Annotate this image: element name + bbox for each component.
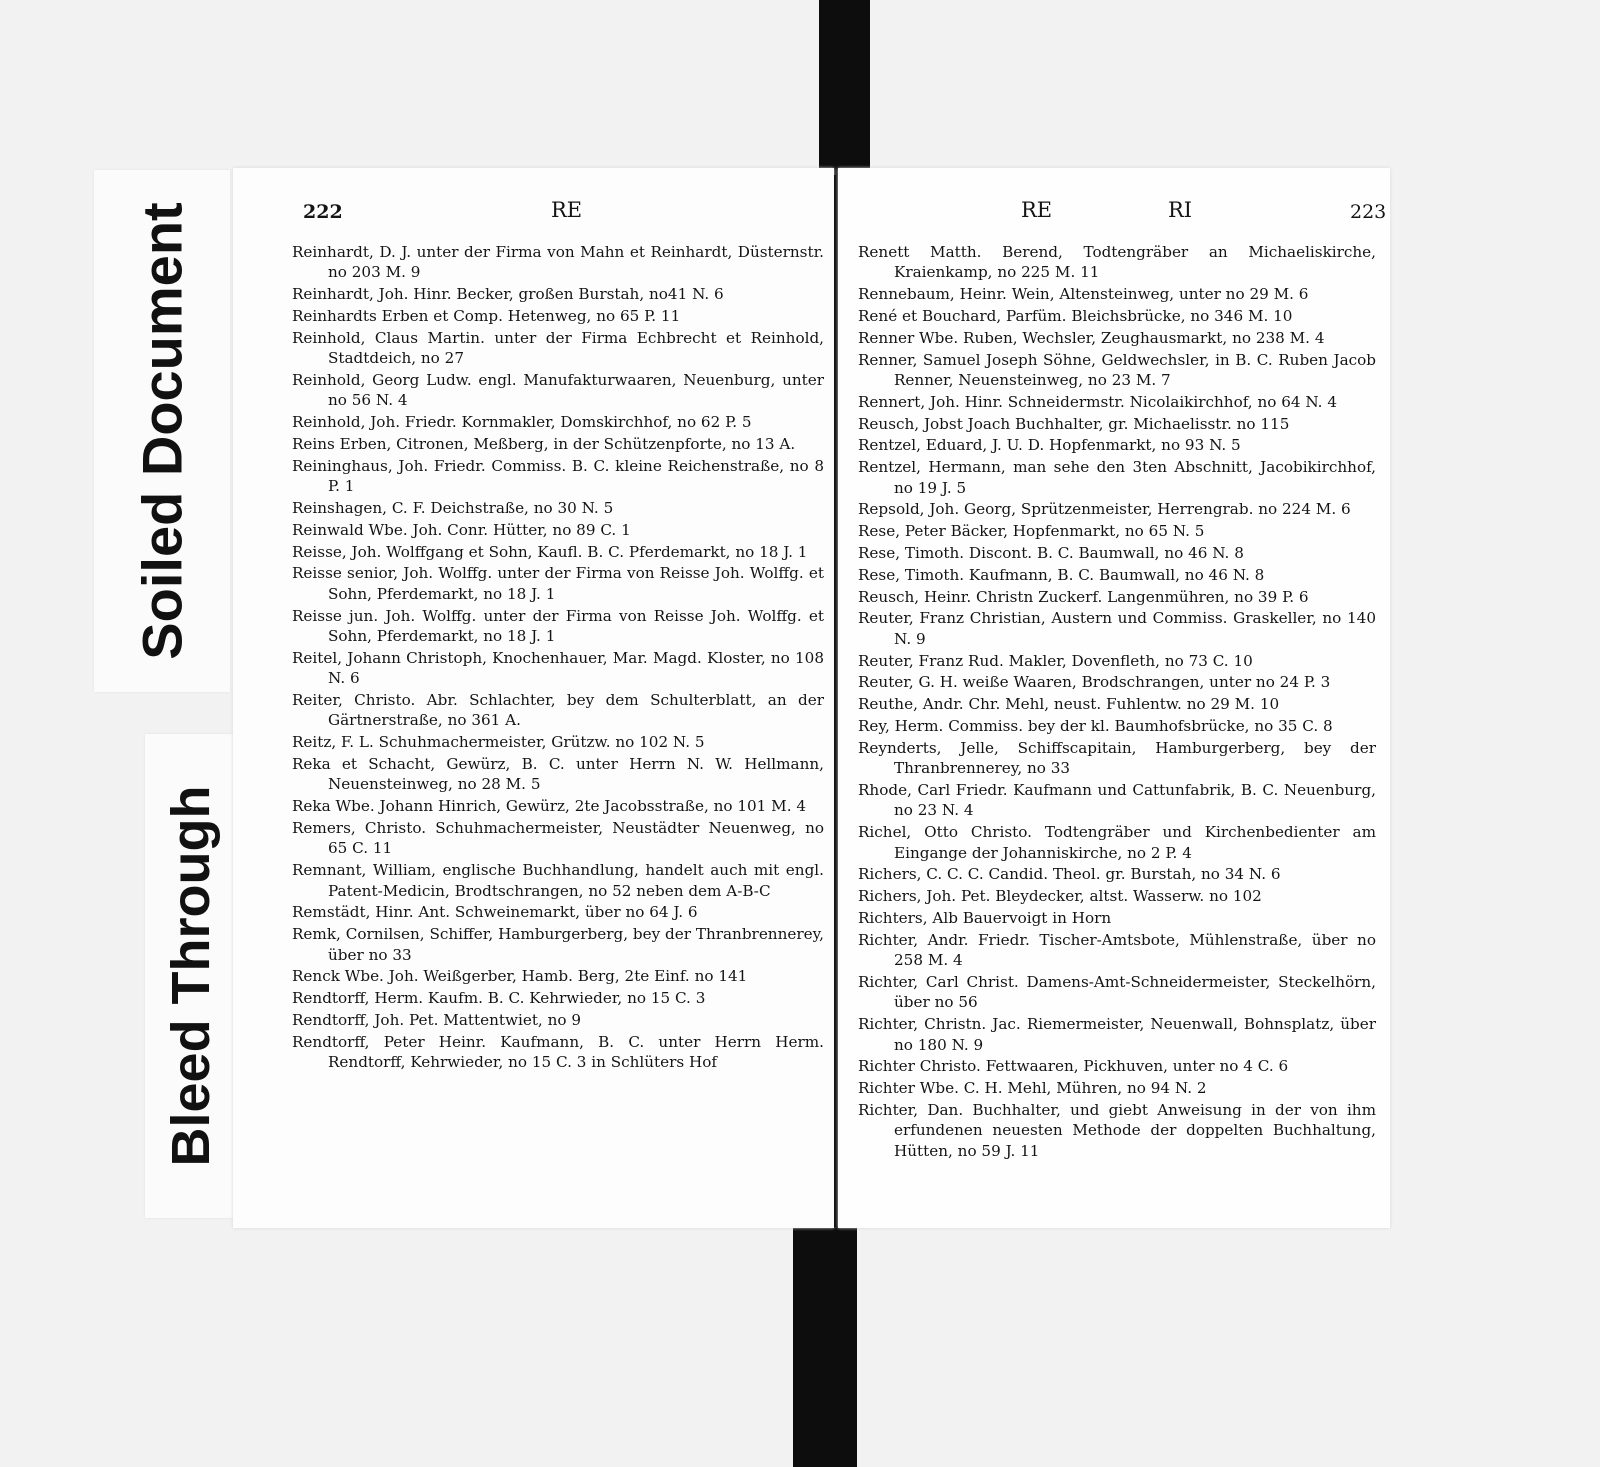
directory-entry: Richter, Christn. Jac. Riemermeister, Neuenwall, Bohnsplatz, über no 180 N. 9 [858, 1015, 1376, 1054]
directory-entry: Reka Wbe. Johann Hinrich, Gewürz, 2te Jacobsstraße, no 101 M. 4 [292, 797, 807, 816]
directory-entry: Rese, Timoth. Kaufmann, B. C. Baumwall, no 46 N. 8 [858, 565, 1265, 584]
directory-entry: Rendtorff, Herm. Kaufm. B. C. Kehrwieder, no 15 C. 3 [292, 989, 706, 1008]
bleed-through-text: Bleed Through [161, 785, 221, 1167]
directory-entry: Remers, Christo. Schuhmachermeister, Neustädter Neuenweg, no 65 C. 11 [292, 819, 824, 858]
directory-entry: Rennert, Joh. Hinr. Schneidermstr. Nicolaikirchhof, no 64 N. 4 [858, 392, 1337, 411]
directory-entry: Richers, Joh. Pet. Bleydecker, altst. Wasserw. no 102 [858, 887, 1262, 906]
directory-entry: Reuter, Franz Christian, Austern und Commiss. Graskeller, no 140 N. 9 [858, 609, 1376, 648]
directory-entry: Rese, Peter Bäcker, Hopfenmarkt, no 65 N. 5 [858, 522, 1205, 541]
directory-entry: Remnant, William, englische Buchhandlung, handelt auch mit engl. Patent-Medicin, Brodtschrangen, no 52 neben dem A-B-C [292, 861, 824, 900]
directory-entry: Richter Wbe. C. H. Mehl, Mühren, no 94 N. 2 [858, 1079, 1207, 1098]
directory-entry: Richter Christo. Fettwaaren, Pickhuven, unter no 4 C. 6 [858, 1057, 1289, 1076]
directory-entry: Reitel, Johann Christoph, Knochenhauer, Mar. Magd. Kloster, no 108 N. 6 [292, 648, 824, 688]
directory-entry: Rentzel, Eduard, J. U. D. Hopfenmarkt, no 93 N. 5 [858, 436, 1241, 455]
right-running-head-right: RI [1168, 198, 1193, 222]
left-page [233, 168, 834, 1228]
directory-entry: Reuthe, Andr. Chr. Mehl, neust. Fuhlentw. no 29 M. 10 [858, 695, 1280, 714]
left-page-header [233, 198, 834, 228]
right-running-head-left: RE [1021, 198, 1053, 222]
directory-entry: Reitz, F. L. Schuhmachermeister, Grützw. no 102 N. 5 [292, 733, 705, 752]
directory-entry: Reininghaus, Joh. Friedr. Commiss. B. C. kleine Reichenstraße, no 8 P. 1 [292, 456, 824, 496]
directory-entry: Remstädt, Hinr. Ant. Schweinemarkt, über no 64 J. 6 [292, 903, 698, 922]
directory-entry: Rey, Herm. Commiss. bey der kl. Baumhofsbrücke, no 35 C. 8 [858, 716, 1333, 735]
directory-entry: Renck Wbe. Joh. Weißgerber, Hamb. Berg, 2te Einf. no 141 [292, 967, 748, 986]
directory-entry: Reusch, Jobst Joach Buchhalter, gr. Michaelisstr. no 115 [858, 414, 1290, 433]
directory-entry: Reusch, Heinr. Christn Zuckerf. Langenmühren, no 39 P. 6 [858, 587, 1309, 606]
directory-entry: Repsold, Joh. Georg, Sprützenmeister, Herrengrab. no 224 M. 6 [858, 500, 1351, 519]
directory-entry: Renett Matth. Berend, Todtengräber an Michaeliskirche, Kraienkamp, no 225 M. 11 [858, 243, 1376, 282]
directory-entry: Renner Wbe. Ruben, Wechsler, Zeughausmarkt, no 238 M. 4 [858, 328, 1325, 347]
directory-entry: Reinshagen, C. F. Deichstraße, no 30 N. 5 [292, 499, 614, 517]
directory-entry: Richter, Carl Christ. Damens-Amt-Schneidermeister, Steckelhörn, über no 56 [858, 972, 1376, 1012]
soiled-document-text: Soiled Document [130, 202, 194, 660]
directory-entry: Reins Erben, Citronen, Meßberg, in der Schützenpforte, no 13 A. [292, 435, 796, 453]
directory-entry: Reisse, Joh. Wolffgang et Sohn, Kaufl. B. C. Pferdemarkt, no 18 J. 1 [292, 542, 808, 561]
directory-entry: Reynderts, Jelle, Schiffscapitain, Hamburgerberg, bey der Thranbrennerey, no 33 [858, 738, 1376, 778]
directory-entry: Reinhardt, Joh. Hinr. Becker, großen Burstah, no41 N. 6 [292, 285, 724, 304]
directory-entry: Richters, Alb Bauervoigt in Horn [858, 908, 1112, 927]
left-page-number: 222 [303, 201, 343, 223]
directory-entry: Reinhardts Erben et Comp. Hetenweg, no 65 P. 11 [292, 307, 681, 325]
directory-entry: Reinwald Wbe. Joh. Conr. Hütter, no 89 C. 1 [292, 520, 631, 539]
soiled-document-label [94, 170, 230, 692]
directory-entry: Remk, Cornilsen, Schiffer, Hamburgerberg, bey der Thranbrennerey, über no 33 [292, 925, 824, 964]
directory-entry: Rendtorff, Joh. Pet. Mattentwiet, no 9 [292, 1011, 581, 1029]
spine-bottom-strip [793, 1225, 857, 1467]
directory-entry: Richel, Otto Christo. Todtengräber und Kirchenbedienter am Eingange der Johanniskirche, no 2 P. 4 [858, 823, 1376, 862]
directory-entry: Richter, Andr. Friedr. Tischer-Amtsbote, Mühlenstraße, über no 258 M. 4 [858, 930, 1376, 970]
directory-entry: Rese, Timoth. Discont. B. C. Baumwall, no 46 N. 8 [858, 543, 1244, 562]
directory-entry: Rennebaum, Heinr. Wein, Altensteinweg, unter no 29 M. 6 [858, 285, 1309, 304]
left-entries-list [292, 242, 824, 1074]
right-page [838, 168, 1390, 1228]
directory-entry: Rentzel, Hermann, man sehe den 3ten Abschnitt, Jacobikirchhof, no 19 J. 5 [858, 458, 1376, 497]
directory-entry: Reka et Schacht, Gewürz, B. C. unter Herrn N. W. Hellmann, Neuensteinweg, no 28 M. 5 [292, 755, 824, 794]
directory-entry: Reuter, G. H. weiße Waaren, Brodschrangen, unter no 24 P. 3 [858, 673, 1331, 692]
right-page-number: 223 [1350, 201, 1387, 223]
right-entries-list [858, 242, 1376, 1163]
directory-entry: Reinhold, Joh. Friedr. Kornmakler, Domskirchhof, no 62 P. 5 [292, 413, 752, 432]
directory-entry: Renner, Samuel Joseph Söhne, Geldwechsler, in B. C. Ruben Jacob Renner, Neuensteinweg, no 23 M. 7 [858, 350, 1376, 389]
right-page-header [838, 198, 1390, 228]
directory-entry: Reinhold, Georg Ludw. engl. Manufakturwaaren, Neuenburg, unter no 56 N. 4 [292, 371, 824, 410]
directory-entry: Reuter, Franz Rud. Makler, Dovenfleth, no 73 C. 10 [858, 651, 1253, 670]
spine-top-strip [819, 0, 870, 176]
directory-entry: Richers, C. C. C. Candid. Theol. gr. Burstah, no 34 N. 6 [858, 865, 1281, 884]
directory-entry: René et Bouchard, Parfüm. Bleichsbrücke, no 346 M. 10 [858, 307, 1293, 325]
directory-entry: Reisse senior, Joh. Wolffg. unter der Firma von Reisse Joh. Wolffg. et Sohn, Pferdemarkt, no 18 J. 1 [292, 564, 824, 603]
directory-entry: Reinhold, Claus Martin. unter der Firma Echbrecht et Reinhold, Stadtdeich, no 27 [292, 328, 824, 368]
directory-entry: Richter, Dan. Buchhalter, und giebt Anweisung in der von ihm erfundenen neuesten Methode der doppelten Buchhaltung, Hütten, no 59 J. 11 [858, 1100, 1376, 1160]
bleed-through-label [145, 734, 237, 1218]
directory-entry: Rhode, Carl Friedr. Kaufmann und Cattunfabrik, B. C. Neuenburg, no 23 N. 4 [858, 780, 1376, 820]
directory-entry: Reiter, Christo. Abr. Schlachter, bey dem Schulterblatt, an der Gärtnerstraße, no 361 A. [292, 691, 824, 730]
directory-entry: Reinhardt, D. J. unter der Firma von Mahn et Reinhardt, Düsternstr. no 203 M. 9 [292, 243, 824, 282]
left-running-head: RE [551, 198, 583, 222]
directory-entry: Rendtorff, Peter Heinr. Kaufmann, B. C. unter Herrn Herm. Rendtorff, Kehrwieder, no 15 C. 3 in Schlüters Hof [292, 1032, 824, 1072]
directory-entry: Reisse jun. Joh. Wolffg. unter der Firma von Reisse Joh. Wolffg. et Sohn, Pferdemarkt, no 18 J. 1 [292, 606, 824, 645]
